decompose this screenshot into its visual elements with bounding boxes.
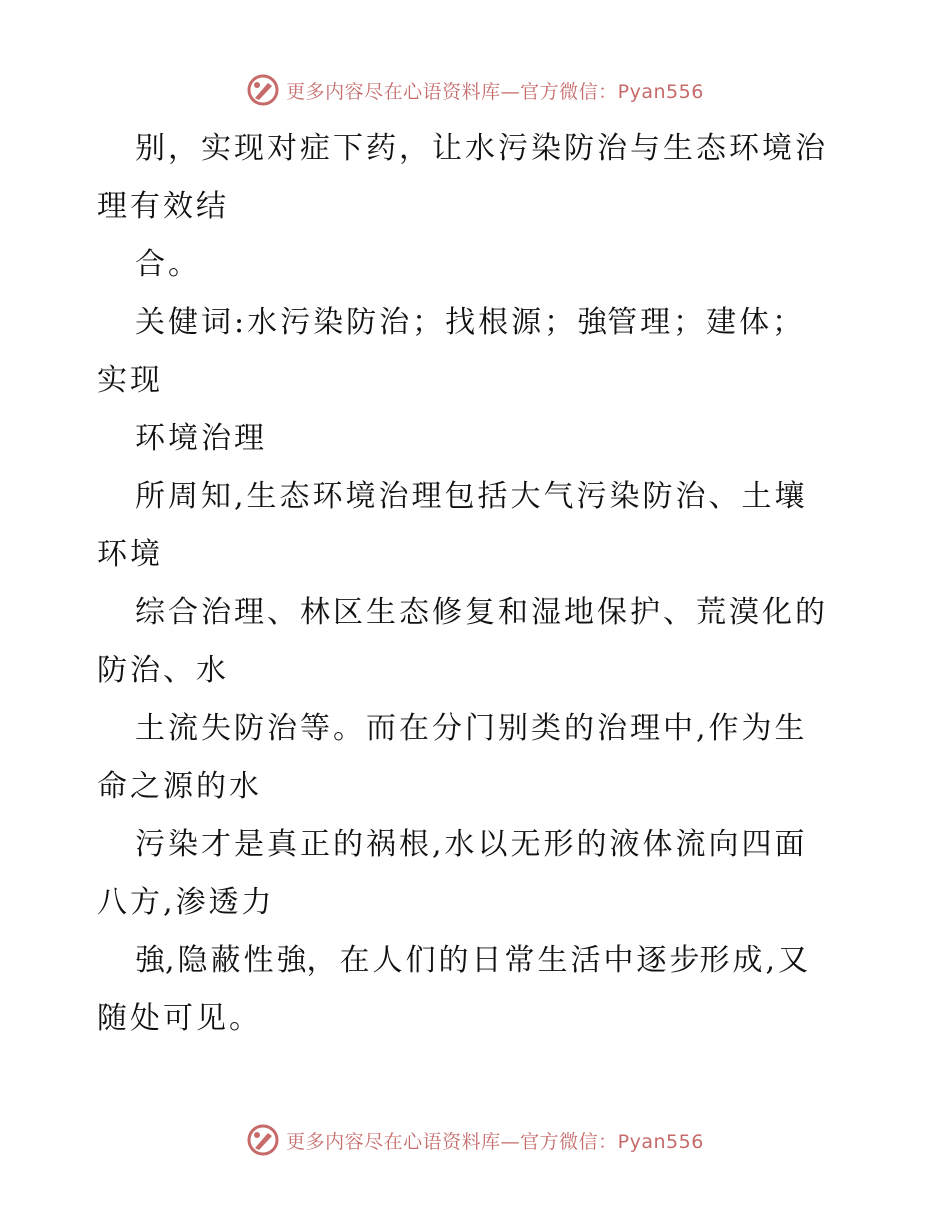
- text-run: 环境: [97, 537, 163, 572]
- text-run: ,隐蔽性: [165, 943, 277, 978]
- text-line: [97, 410, 857, 468]
- text-line: [97, 352, 857, 410]
- text-run: 土流失防治等。而在分门别类的治理中,作为生: [135, 711, 808, 746]
- text-line: [97, 120, 857, 178]
- pen-seal-icon: [246, 73, 280, 107]
- text-run: 強: [577, 305, 608, 340]
- text-line: [97, 584, 857, 642]
- text-run: 八方,渗透力: [97, 885, 275, 920]
- text-line: [97, 178, 857, 236]
- text-line: [97, 816, 857, 874]
- watermark-text: 更多内容尽在心语资料库—官方微信：Pyan556: [286, 80, 704, 103]
- text-run: 别，实现对症下药，让水污染防治与生态环境治: [135, 131, 828, 166]
- watermark-text: 更多内容尽在心语资料库—官方微信：Pyan556: [286, 1130, 704, 1153]
- text-line: [97, 526, 857, 584]
- text-run: 合。: [135, 247, 201, 282]
- text-run: 形成,又: [699, 943, 812, 978]
- text-run: 环境治理: [135, 421, 267, 456]
- text-line: [97, 468, 857, 526]
- text-line: [97, 700, 857, 758]
- text-run: 关健词:水污染防治；找根源；: [135, 305, 578, 340]
- footer-watermark: [0, 1120, 950, 1160]
- text-run: 防治、水: [97, 653, 229, 688]
- text-run: 步: [669, 943, 700, 978]
- text-line: [97, 236, 857, 294]
- header-watermark: [0, 70, 950, 110]
- text-run: 所周知,生态环境治理包括大气污染防治、土壤: [135, 479, 808, 514]
- text-run: 随处可见。: [97, 1001, 262, 1036]
- text-run: 综合治理、林区生态修复和湿地保护、荒漠化的: [135, 595, 828, 630]
- text-run: 強: [135, 943, 165, 978]
- text-line: [97, 990, 857, 1048]
- text-run: 污染才是真正的祸根,水以无形的液体流向四面: [135, 827, 808, 862]
- text-run: 強: [276, 943, 307, 978]
- text-run: 理有效结: [97, 189, 229, 224]
- text-run: 管理；建体；: [607, 305, 806, 340]
- text-line: [97, 758, 857, 816]
- text-line: [97, 932, 857, 990]
- text-line: [97, 874, 857, 932]
- document-body: [97, 120, 857, 1048]
- text-run: 实现: [97, 363, 163, 398]
- text-line: [97, 642, 857, 700]
- text-run: ，在人们的日常生活中逐: [306, 943, 670, 978]
- text-run: 命之源的水: [97, 769, 262, 804]
- text-line: [97, 294, 857, 352]
- pen-seal-icon: [246, 1123, 280, 1157]
